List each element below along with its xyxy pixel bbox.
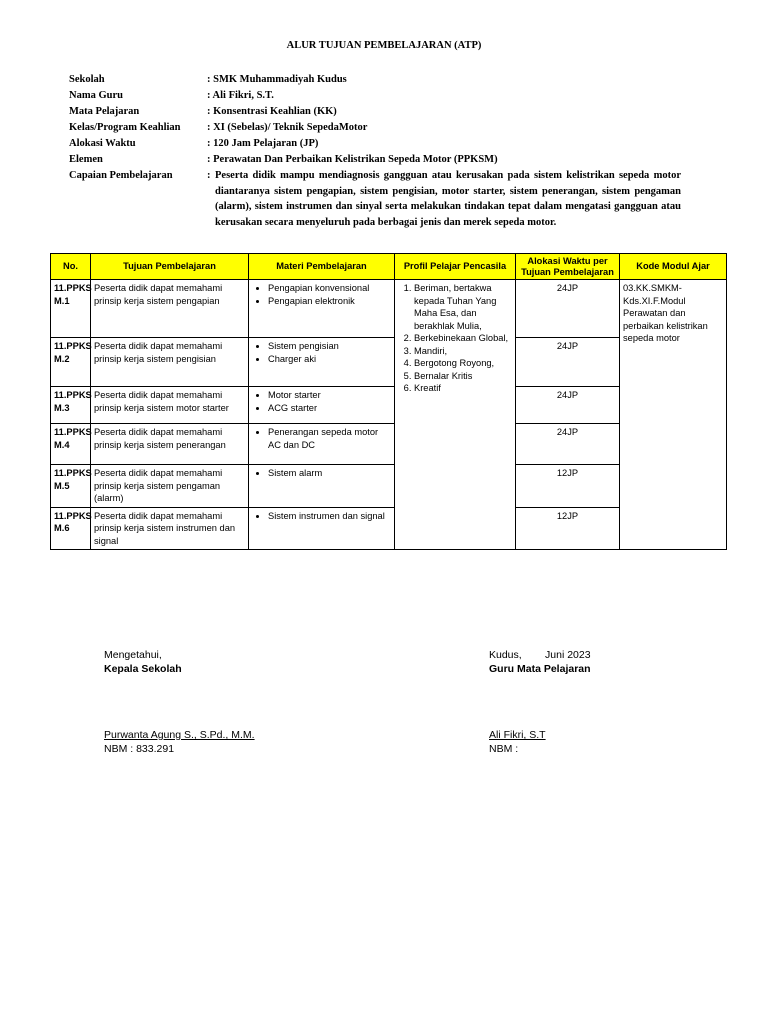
capaian-value <box>207 168 681 230</box>
profil-item: 6. Kreatif <box>414 382 512 395</box>
document-title: ALUR TUJUAN PEMBELAJARAN (ATP) <box>286 40 482 51</box>
materi-item: • Sistem instrumen dan signal <box>268 510 391 523</box>
materi-item: • Penerangan sepeda motor AC dan DC <box>268 426 391 451</box>
materi-item: • Charger aki <box>268 353 391 366</box>
signature-role: Kepala Sekolah <box>104 663 182 675</box>
cell-no: 11.PPKS M.6 <box>51 507 91 550</box>
profil-item: 5. Bernalar Kritis <box>414 370 512 383</box>
info-row-nama-guru <box>69 88 681 104</box>
cell-alokasi: 24JP <box>516 387 620 424</box>
info-label: Kelas/Program Keahlian <box>69 122 181 133</box>
signature-line1: Mengetahui, <box>104 649 162 661</box>
materi-item: • Pengapian elektronik <box>268 295 391 308</box>
cell-no: 11.PPKS M.4 <box>51 424 91 465</box>
cell-tujuan: Peserta didik dapat memahami prinsip kerja sistem motor starter <box>91 387 249 424</box>
materi-item: • Sistem pengisian <box>268 340 391 353</box>
cell-kode: 03.KK.SMKM-Kds.XI.F.Modul Perawatan dan perbaikan kelistrikan sepeda motor <box>620 280 727 550</box>
cell-tujuan: Peserta didik dapat memahami prinsip kerja sistem penerangan <box>91 424 249 465</box>
profil-item: 3. Mandiri, <box>414 345 512 358</box>
header-materi: Materi Pembelajaran <box>249 254 395 280</box>
info-row-kelas <box>69 120 681 136</box>
cell-profil <box>395 280 516 550</box>
info-label: Mata Pelajaran <box>69 106 140 117</box>
cell-materi <box>249 507 395 550</box>
signature-role: Guru Mata Pelajaran <box>489 663 591 675</box>
cell-materi <box>249 338 395 387</box>
cell-alokasi: 24JP <box>516 280 620 338</box>
signature-name: Purwanta Agung S., S.Pd., M.M. <box>104 729 255 741</box>
info-label: Elemen <box>69 154 103 165</box>
materi-item: • Pengapian konvensional <box>268 282 391 295</box>
header-tujuan: Tujuan Pembelajaran <box>91 254 249 280</box>
table-row <box>51 280 727 338</box>
materi-item: • Motor starter <box>268 389 391 402</box>
info-value: : Konsentrasi Keahlian (KK) <box>207 106 337 117</box>
cell-materi <box>249 424 395 465</box>
info-label: Alokasi Waktu <box>69 138 136 149</box>
identity-block <box>69 72 681 230</box>
signature-guru <box>489 648 591 756</box>
cell-alokasi: 24JP <box>516 338 620 387</box>
cell-materi <box>249 387 395 424</box>
signature-name: Ali Fikri, S.T <box>489 729 546 741</box>
materi-item: • Sistem alarm <box>268 467 391 480</box>
info-row-mata-pelajaran <box>69 104 681 120</box>
cell-no: 11.PPKS M.3 <box>51 387 91 424</box>
table-header-row <box>51 254 727 280</box>
info-value: : 120 Jam Pelajaran (JP) <box>207 138 319 149</box>
info-value: : SMK Muhammadiyah Kudus <box>207 74 347 85</box>
info-row-alokasi-waktu <box>69 136 681 152</box>
info-value: : Perawatan Dan Perbaikan Kelistrikan Sepeda Motor (PPKSM) <box>207 154 498 165</box>
cell-no: 11.PPKS M.5 <box>51 465 91 508</box>
info-value: : Ali Fikri, S.T. <box>207 90 274 101</box>
cell-alokasi: 12JP <box>516 507 620 550</box>
header-kode: Kode Modul Ajar <box>620 254 727 280</box>
info-row-elemen <box>69 152 681 168</box>
signature-nbm: NBM : <box>489 743 519 755</box>
cell-no: 11.PPKS M.1 <box>51 280 91 338</box>
info-row-capaian <box>69 168 681 230</box>
cell-no: 11.PPKS M.2 <box>51 338 91 387</box>
info-label: Sekolah <box>69 74 105 85</box>
profil-item: 1. Beriman, bertakwa kepada Tuhan Yang Maha Esa, dan berakhlak Mulia, <box>414 282 512 332</box>
info-label: Nama Guru <box>69 90 123 101</box>
materi-item: • ACG starter <box>268 402 391 415</box>
signature-kepala-sekolah <box>104 648 255 756</box>
cell-tujuan: Peserta didik dapat memahami prinsip kerja sistem pengaman (alarm) <box>91 465 249 508</box>
signature-place-date: Kudus, Juni 2023 <box>489 649 591 661</box>
cell-alokasi: 24JP <box>516 424 620 465</box>
info-value: : XI (Sebelas)/ Teknik SepedaMotor <box>207 122 368 133</box>
capaian-colon: : <box>207 170 211 181</box>
header-profil: Profil Pelajar Pencasila <box>395 254 516 280</box>
cell-tujuan: Peserta didik dapat memahami prinsip kerja sistem instrumen dan signal <box>91 507 249 550</box>
profil-item: 4. Bergotong Royong, <box>414 357 512 370</box>
signature-nbm: NBM : 833.291 <box>104 743 175 755</box>
capaian-text: Peserta didik mampu mendiagnosis gangguan atau kerusakan pada sistem kelistrikan sepeda motor diantaranya sistem pengapian, sistem pengisian, motor starter, sistem penerangan, sistem pengaman (alarm), sistem instrumen dan sinyal serta melakukan tindakan tepat dalam mengatasi gangguan atau kerusakan secara menyeluruh pada berbagai jenis dan merek sepeda motor. <box>215 170 681 228</box>
profil-item: 2. Berkebinekaan Global, <box>414 332 512 345</box>
cell-materi <box>249 280 395 338</box>
cell-materi <box>249 465 395 508</box>
cell-tujuan: Peserta didik dapat memahami prinsip kerja sistem pengapian <box>91 280 249 338</box>
info-label: Capaian Pembelajaran <box>69 170 173 181</box>
header-alokasi: Alokasi Waktu per Tujuan Pembelajaran <box>516 254 620 280</box>
cell-tujuan: Peserta didik dapat memahami prinsip kerja sistem pengisian <box>91 338 249 387</box>
atp-table <box>50 253 727 550</box>
header-no: No. <box>51 254 91 280</box>
cell-alokasi: 12JP <box>516 465 620 508</box>
info-row-sekolah <box>69 72 681 88</box>
